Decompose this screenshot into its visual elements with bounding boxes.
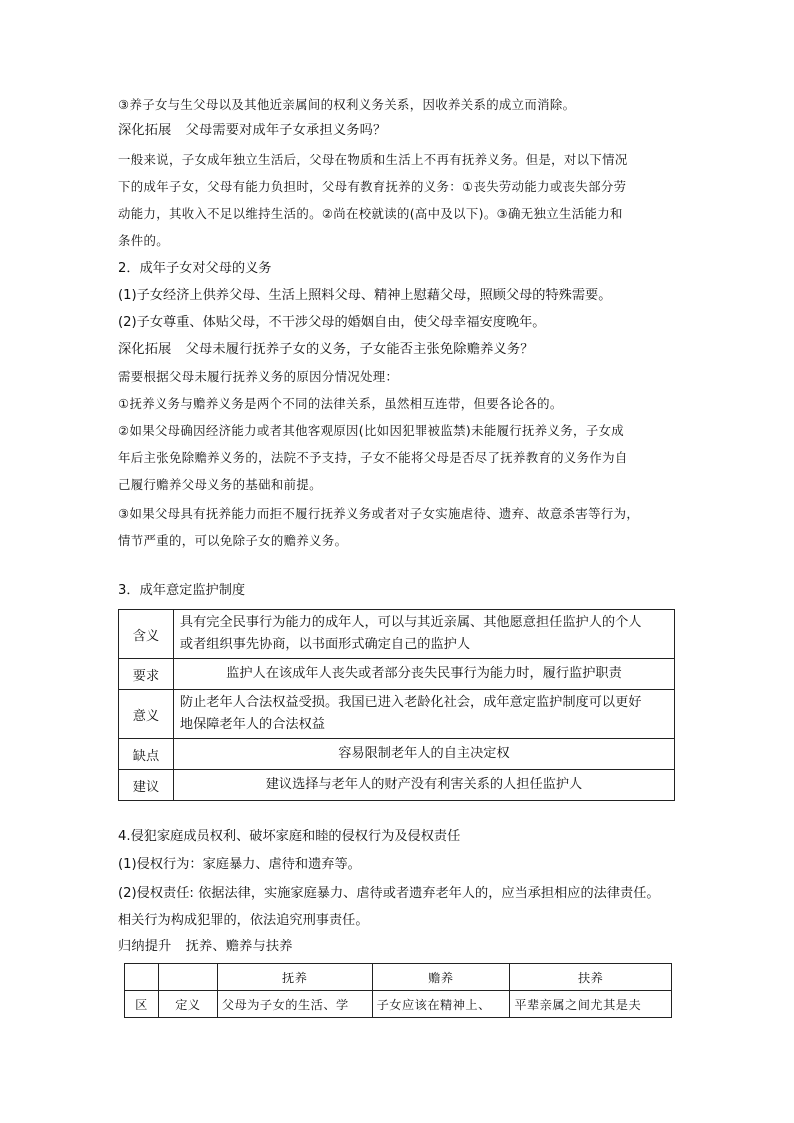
support-comparison-table — [124, 963, 672, 1018]
row-value-line: 建议选择与老年人的财产没有利害关系的人担任监护人 — [265, 777, 583, 792]
paragraph-line: 条件的。 — [118, 233, 169, 248]
row-value-line: 具有完全民事行为能力的成年人，可以与其近亲属、其他愿意担任监护人的个人 — [179, 615, 642, 630]
row-label: 建议 — [119, 770, 174, 801]
row-value-line: 容易限制老年人的自主决定权 — [338, 746, 510, 761]
table-header-row — [125, 964, 672, 991]
list-item: (1)侵权行为：家庭暴力、虐待和遗弃等。 — [118, 857, 361, 872]
paragraph-line: 一般来说，子女成年独立生活后，父母在物质和生活上不再有抚养义务。但是，对以下情况 — [118, 152, 628, 167]
section-heading: 3．成年意定监护制度 — [118, 583, 246, 598]
table-cell: 区 — [125, 991, 159, 1018]
row-value-line: 防止老年人合法权益受损。我国已进入老龄化社会，成年意定监护制度可以更好 — [179, 695, 642, 710]
table-row — [119, 739, 675, 770]
table-row — [125, 991, 672, 1018]
row-label: 意义 — [119, 690, 174, 739]
list-item: (2)侵权责任: 依据法律，实施家庭暴力、虐待或者遗弃老年人的，应当承担相应的法律责任。 — [118, 886, 660, 901]
row-value — [173, 770, 674, 801]
table-cell: 平辈亲属之间尤其是夫 — [510, 991, 672, 1018]
paragraph-line: 下的成年子女，父母有能力负担时，父母有教育抚养的义务：①丧失劳动能力或丧失部分劳 — [118, 179, 627, 194]
table-cell: 定义 — [158, 991, 217, 1018]
paragraph-line: ③如果父母具有抚养能力而拒不履行抚养义务或者对子女实施虐待、遗弃、故意杀害等行为， — [118, 506, 640, 521]
section-heading: 4.侵犯家庭成员权利、破坏家庭和睦的侵权行为及侵权责任 — [118, 829, 461, 844]
row-value-line: 地保障老年人的合法权益 — [179, 717, 325, 732]
table-cell: 父母为子女的生活、学 — [217, 991, 372, 1018]
adoption-item-3: ③养子女与生父母以及其他近亲属间的权利义务关系，因收养关系的成立而消除。 — [118, 97, 576, 112]
paragraph-line: ①抚养义务与赡养义务是两个不同的法律关系，虽然相互连带，但要各论各的。 — [118, 396, 563, 411]
header-cell: 抚养 — [217, 964, 372, 991]
row-value-line: 监护人在该成年人丧失或者部分丧失民事行为能力时，履行监护职责 — [226, 666, 622, 681]
deep-extension-2 — [118, 340, 534, 360]
guardianship-table — [118, 609, 675, 801]
row-label: 含义 — [119, 610, 174, 659]
row-label: 缺点 — [119, 739, 174, 770]
row-label: 要求 — [119, 659, 174, 690]
deep-extension-question: 父母需要对成年子女承担义务吗？ — [185, 123, 387, 138]
paragraph-line: 己履行赡养父母义务的基础和前提。 — [118, 477, 322, 492]
summary-heading — [118, 937, 293, 957]
table-row — [119, 659, 675, 690]
list-item: 相关行为构成犯罪的，依法追究刑事责任。 — [118, 913, 369, 928]
table-cell: 子女应该在精神上、 — [372, 991, 510, 1018]
row-value-line: 或者组织事先协商，以书面形式确定自己的监护人 — [179, 637, 471, 652]
paragraph-line: 情节严重的，可以免除子女的赡养义务。 — [118, 533, 348, 548]
header-cell: 赡养 — [372, 964, 510, 991]
summary-tag: 归纳提升 — [118, 939, 172, 954]
paragraph-line: 年后主张免除赡养义务的，法院不予支持，子女不能将父母是否尽了抚养教育的义务作为自 — [118, 450, 628, 465]
list-item: (2)子女尊重、体贴父母，不干涉父母的婚姻自由，使父母幸福安度晚年。 — [118, 315, 546, 330]
paragraph-line: 需要根据父母未履行抚养义务的原因分情况处理： — [118, 369, 399, 384]
table-row — [119, 690, 675, 739]
header-cell: 扶养 — [510, 964, 672, 991]
table-row — [119, 770, 675, 801]
row-value — [173, 739, 674, 770]
list-item: (1)子女经济上供养父母、生活上照料父母、精神上慰藉父母，照顾父母的特殊需要。 — [118, 288, 612, 303]
row-value — [173, 659, 674, 690]
deep-extension-tag: 深化拓展 — [118, 123, 172, 138]
row-value — [173, 690, 674, 739]
table-row — [119, 610, 675, 659]
deep-extension-question: 父母未履行抚养子女的义务，子女能否主张免除赡养义务？ — [185, 342, 534, 357]
header-cell — [158, 964, 217, 991]
deep-extension-1 — [118, 121, 386, 141]
summary-title: 抚养、赡养与扶养 — [185, 939, 293, 954]
header-cell — [125, 964, 159, 991]
paragraph-line: 动能力，其收入不足以维持生活的。②尚在校就读的(高中及以下)。③确无独立生活能力和 — [118, 206, 623, 221]
section-heading: 2．成年子女对父母的义务 — [118, 261, 272, 276]
row-value — [173, 610, 674, 659]
deep-extension-tag: 深化拓展 — [118, 342, 172, 357]
paragraph-line: ②如果父母确因经济能力或者其他客观原因(比如因犯罪被监禁)未能履行抚养义务，子女成 — [118, 423, 624, 438]
